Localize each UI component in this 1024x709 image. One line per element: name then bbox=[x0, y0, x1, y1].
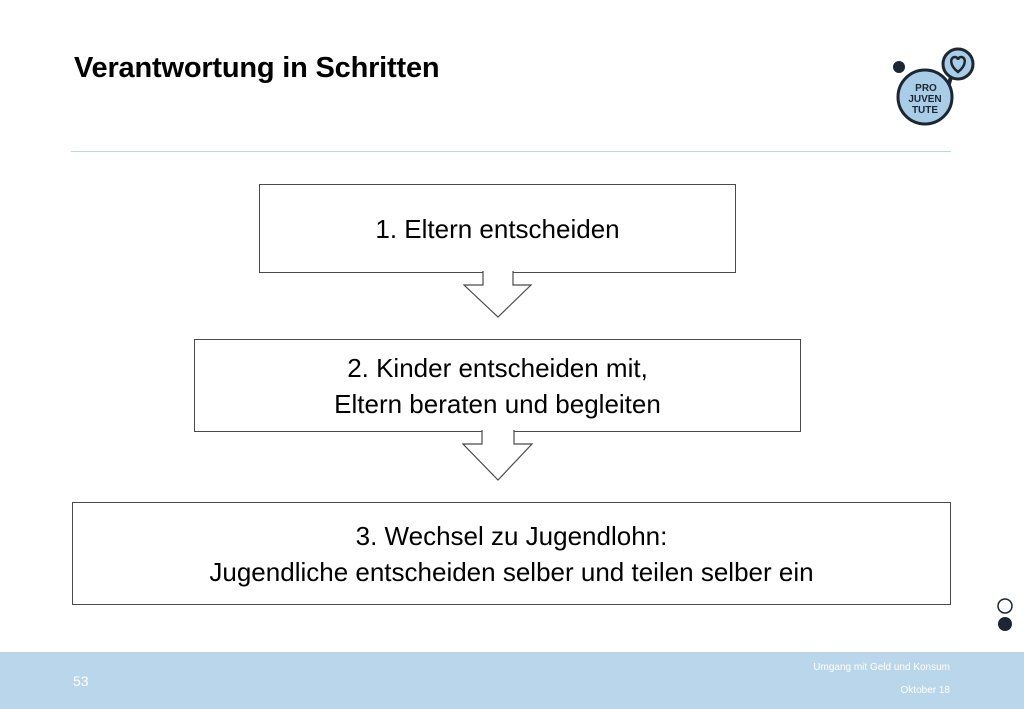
logo-heart-bubble bbox=[943, 49, 973, 79]
decorative-dots-icon bbox=[995, 597, 1017, 635]
step-3-line-1: 3. Wechsel zu Jugendlohn: bbox=[355, 520, 668, 551]
title-divider bbox=[71, 151, 951, 152]
logo-text-tute: TUTE bbox=[911, 105, 939, 116]
step-2-box bbox=[194, 339, 801, 432]
step-1-box bbox=[259, 184, 736, 273]
slide-title: Verantwortung in Schritten bbox=[74, 52, 440, 84]
logo-text-juven: JUVEN bbox=[908, 94, 942, 105]
step-3-box bbox=[72, 502, 951, 605]
footer-band bbox=[0, 652, 1024, 709]
down-arrow-icon bbox=[463, 271, 533, 319]
step-1-line-1: 1. Eltern entscheiden bbox=[375, 213, 620, 244]
step-2-line-2: Eltern beraten und begleiten bbox=[334, 388, 661, 419]
step-3-line-2: Jugendliche entscheiden selber und teilen selber ein bbox=[209, 556, 814, 587]
logo-black-dot bbox=[893, 61, 905, 73]
pro-juventute-logo bbox=[885, 45, 980, 130]
step-2-line-1: 2. Kinder entscheiden mit, bbox=[347, 352, 648, 383]
page-number: 53 bbox=[73, 673, 89, 689]
logo-text-pro: PRO bbox=[915, 83, 937, 94]
down-arrow-icon bbox=[462, 430, 534, 482]
footer-topic: Umgang mit Geld und Konsum bbox=[813, 662, 950, 673]
footer-date: Oktober 18 bbox=[900, 685, 950, 696]
